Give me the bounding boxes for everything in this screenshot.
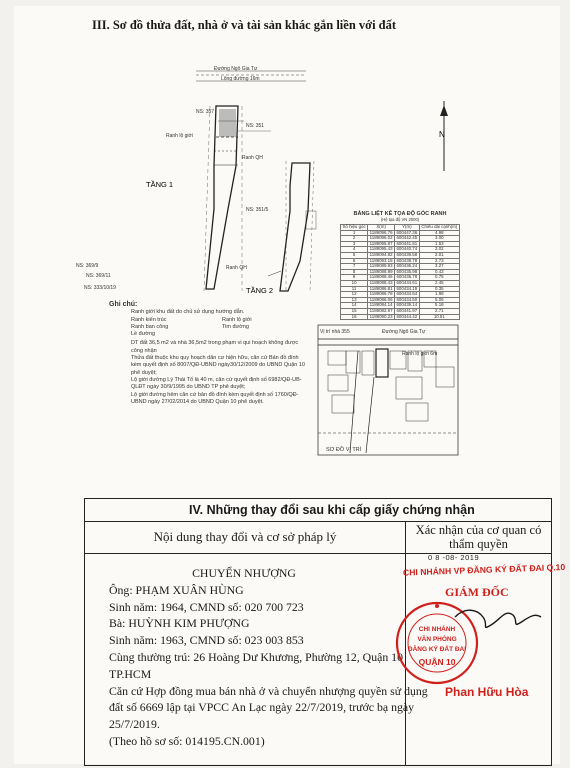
planning-hatch-area	[219, 109, 236, 137]
coord-table-cell: 5	[341, 252, 368, 258]
lot-outline-floor2	[280, 163, 310, 291]
location-map-street: Đường Ngô Gia Tự	[382, 329, 426, 335]
coord-table-cell: 12	[341, 292, 368, 298]
coord-table-cell: 1189096.76	[369, 229, 393, 235]
coord-table-cell: 3	[341, 241, 368, 247]
section3-title: III. Sơ đồ thửa đất, nhà ở và tài sản khác gắn liền với đất	[92, 18, 397, 32]
legend-note-alley: Lộ giới đường hẻm căn cứ bản đồ đính kèm quyết định số 1760/QĐ-UBND ngày 27/02/2014 do UBND Quận 10 phê duyệt.	[131, 391, 299, 405]
coord-table-cell: 2	[341, 236, 368, 242]
coordinate-table	[340, 211, 460, 320]
location-map-label: Vị trí nhà 355	[320, 329, 350, 335]
coord-table-cell: 600434.61	[396, 280, 418, 286]
svg-text:ĐĂNG KÝ ĐẤT ĐAI: ĐĂNG KÝ ĐẤT ĐAI	[407, 646, 467, 653]
section4-changes	[84, 498, 566, 766]
coord-table-cell: 3.02	[419, 247, 459, 253]
coord-table-cell: 600435.98	[396, 268, 418, 274]
coord-table-cell: 1189089.93	[369, 263, 393, 269]
north-arrow-icon: N	[439, 130, 445, 139]
entry-line-contract: Căn cứ Hợp đồng mua bán nhà ở và chuyển nhượng quyền sử dụng	[109, 683, 428, 698]
coord-table-cell: 1189088.43	[369, 280, 393, 286]
coord-table-row	[341, 314, 460, 320]
coord-table-cell: 11	[341, 286, 368, 292]
legend-row-centerline: Tim đường	[222, 323, 249, 330]
coord-table-cell: 0.43	[419, 269, 459, 275]
svg-text:VĂN PHÒNG: VĂN PHÒNG	[417, 636, 457, 643]
label-ns333: NS: 333/10/19	[84, 285, 116, 291]
coord-table-cell: 600439.14	[396, 302, 418, 308]
legend-row-curb: Lề đường	[131, 331, 156, 338]
entry-line-file-no: (Theo hồ sơ số: 014195.CN.001)	[109, 733, 265, 748]
director-title: GIÁM ĐỐC	[445, 585, 509, 599]
coord-table-cell: 0.75	[419, 275, 459, 281]
coord-table-cell: 14	[341, 303, 368, 309]
entry-line-city: TP.HCM	[109, 666, 152, 681]
label-ns351: NS: 351	[246, 123, 265, 129]
coord-table-cell: 1.53	[419, 241, 459, 247]
coord-table-cell: 2.01	[419, 252, 459, 258]
coord-table-cell: 16	[341, 314, 368, 320]
legend-row-architecture: Ranh kiến trúc	[131, 316, 167, 323]
coord-table-cell: 1189086.81	[369, 285, 393, 291]
coord-table-cell: 9	[341, 275, 368, 281]
coord-table-cell: 600434.19	[396, 285, 418, 291]
coord-table-title: BẢNG LIỆT KÊ TỌA ĐỘ GÓC RANH	[353, 211, 447, 217]
coord-table-cell: 600444.42	[396, 313, 418, 319]
coord-header-y: Y(m)	[395, 225, 420, 231]
coord-table-cell: 6	[341, 258, 368, 264]
coord-table-cell: 7	[341, 264, 368, 270]
coord-table-cell: 5.18	[419, 303, 459, 309]
svg-text:QUẬN 10: QUẬN 10	[418, 657, 456, 667]
coord-table-cell: 8	[341, 269, 368, 275]
coord-table-cell: 600447.36	[396, 229, 418, 235]
label-ns351-5: NS: 351/5	[246, 207, 269, 213]
entry-line-buyer2-id: Sinh năm: 1963, CMND số: 023 003 853	[109, 633, 304, 648]
coord-table-cell: 600435.78	[396, 274, 418, 280]
date-stamp: 0 8 -08- 2019	[428, 553, 480, 562]
entry-line-contract-2: đất số 6669 lập tại VPCC An Lạc ngày 22/7/2019, trước bạ ngày	[109, 700, 415, 715]
column-header-confirmation: Xác nhận của cơ quan có thẩm quyền	[415, 523, 542, 551]
entry-line-buyer1-id: Sinh năm: 1964, CMND số: 020 700 723	[109, 599, 304, 614]
coord-table-cell: 600440.74	[396, 246, 418, 252]
coord-table-cell: 600442.45	[396, 235, 418, 241]
coord-table-body	[341, 230, 460, 320]
legend-note-road: Lộ giới đường Lý Thái Tổ là 40 m, căn cứ quyết định số 6982/QĐ-UB-QLĐT ngày 30/9/1995 do UBND TP phê duyệt;	[131, 376, 302, 391]
change-entry	[109, 565, 428, 750]
coord-table-cell: 1189086.78	[369, 291, 393, 297]
coord-table-cell: 2.71	[419, 308, 459, 314]
coord-table-cell: 10	[341, 280, 368, 286]
coord-table-cell: 1189090.23	[369, 313, 393, 319]
legend-header: Ghi chú:	[109, 301, 138, 308]
legend-row-boundary: Ranh giới khu đất do chủ sử dụng hướng dẫn.	[131, 309, 245, 316]
coord-table-cell: 1189084.14	[369, 302, 393, 308]
entry-line-buyer1: Ông: PHẠM XUÂN HÙNG	[109, 582, 244, 597]
coord-table-cell: 1189086.06	[369, 296, 393, 302]
label-tang1: TẦNG 1	[146, 180, 174, 189]
coord-table-cell: 1189095.43	[369, 246, 393, 252]
coord-table-cell: 3.27	[419, 264, 459, 270]
header-divider	[85, 553, 551, 554]
coord-table-cell: 13	[341, 297, 368, 303]
label-ns369-9: NS: 369/9	[76, 263, 99, 269]
certificate-page	[14, 6, 566, 764]
coord-table-cell: 1189082.97	[369, 308, 393, 313]
street-label: Đường Ngô Gia Tự	[214, 66, 258, 72]
legend-note-planning: Thửa đất thuộc khu quy hoạch dân cư hiện hữu, căn cứ Bản đồ đính kèm quyết định số 8007/QĐ-UBND ngày30/12/2009 do UBND Quận 10 phê duyệt;	[131, 355, 305, 376]
entry-heading: CHUYỂN NHƯỢNG	[192, 566, 296, 580]
entry-line-contract-3: 25/7/2019.	[109, 717, 160, 732]
coord-table-cell: 600434.50	[396, 296, 418, 302]
coord-table-cell: 15	[341, 308, 368, 314]
coord-table-cell: 1189088.89	[369, 268, 393, 274]
coord-table-cell: 600441.81	[396, 240, 418, 246]
coord-table-cell: 600438.78	[396, 257, 418, 263]
coord-table-cell: 1189096.02	[369, 235, 393, 241]
coord-table-cell: 4	[341, 247, 368, 253]
legend-row-balcony: Ranh ban công	[131, 323, 169, 330]
coord-header-length: Chiều dài cạnh(m)	[419, 225, 459, 231]
coord-table-cell: 600436.24	[396, 263, 418, 269]
label-ranh-lo-gioi: Ranh lộ giới	[166, 133, 193, 139]
coord-table-cell: 3.00	[419, 236, 459, 242]
coord-table-cell: 1	[341, 230, 368, 236]
label-ranh-qh: Ranh QH	[242, 155, 263, 161]
official-seal	[385, 595, 545, 691]
coord-table-cell: 2.45	[419, 280, 459, 286]
coord-table-cell: 1189093.18	[369, 257, 393, 263]
coord-table-cell: 4.98	[419, 230, 459, 236]
coord-header-x: X(m)	[368, 225, 395, 231]
legend-note-area: DT đất 36,5 m2 và nhà 36,5m2 trong phạm vi qui hoạch không được công nhận	[131, 340, 299, 354]
location-map	[318, 325, 458, 455]
entry-line-address: Cùng thường trú: 26 Hoàng Dư Khương, Phường 12, Quận 10	[109, 649, 403, 664]
section4-title: IV. Những thay đổi sau khi cấp giấy chứng nhận	[85, 499, 551, 522]
coord-table-cell: 0.35	[419, 286, 459, 292]
coord-table-cell: 600441.97	[396, 308, 418, 313]
legend-row-road-boundary: Ranh lộ giới	[222, 316, 252, 323]
office-stamp: CHI NHÁNH VP ĐĂNG KÝ ĐẤT ĐAI Q.10	[402, 561, 566, 578]
signer-name: Phan Hữu Hòa	[445, 685, 529, 699]
location-map-caption: SƠ ĐỒ VỊ TRÍ	[326, 447, 362, 453]
label-ns369-11: NS: 369/11	[86, 273, 111, 279]
coord-header-point: Số hiệu góc	[342, 224, 366, 230]
label-tang2: TẦNG 2	[246, 286, 274, 295]
coord-table-cell: 1189095.87	[369, 240, 393, 246]
svg-text:CHI NHÁNH: CHI NHÁNH	[418, 626, 456, 633]
coord-table-cell: 2.73	[419, 258, 459, 264]
coord-table-cell: 1189094.82	[369, 252, 393, 258]
street-width-label: Lộng đường 16m	[221, 76, 260, 82]
coord-table-cell: 1189088.46	[369, 274, 393, 280]
coord-table-cell: 1.98	[419, 292, 459, 298]
coord-table-cell: 600434.54	[396, 291, 418, 297]
coord-table-cell: 10.51	[419, 314, 459, 320]
coord-table-cell: 5.06	[419, 297, 459, 303]
column-header-content: Nội dung thay đổi và cơ sở pháp lý	[153, 529, 337, 544]
map-legend	[109, 301, 309, 406]
location-map-ranh: Ranh lộ giới 6m	[402, 351, 438, 357]
coord-table-cell: 600439.58	[396, 252, 418, 258]
label-ns357: NS: 357	[196, 109, 215, 115]
entry-line-buyer2: Bà: HUỲNH KIM PHƯỢNG	[109, 616, 250, 631]
coord-table-subtitle: (Hệ tọa độ VN 2000)	[380, 217, 420, 222]
label-ranh-qh-2: Ranh QH	[226, 265, 247, 271]
